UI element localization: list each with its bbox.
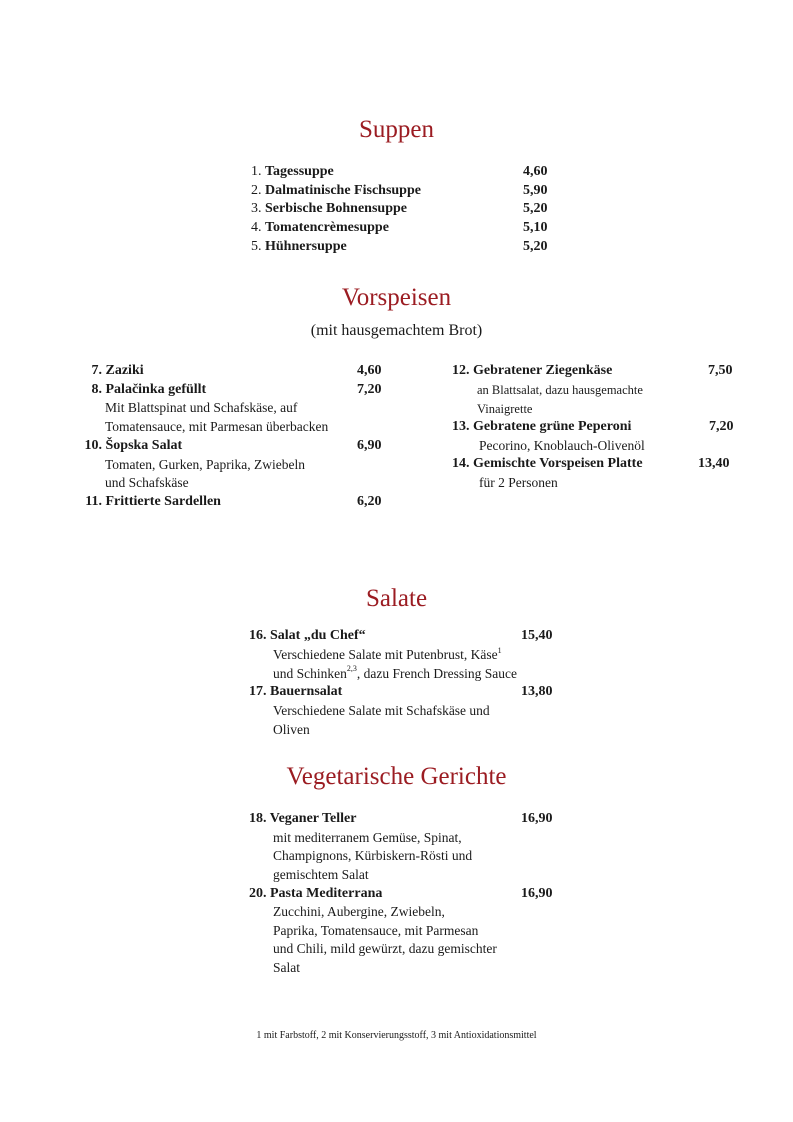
item-price: 6,20	[357, 493, 382, 509]
footnote-marker: 1	[497, 645, 502, 655]
item-name: Gemischte Vorspeisen Platte	[473, 456, 643, 472]
item-price: 4,60	[523, 164, 548, 179]
item-name: Gebratene grüne Peperoni	[473, 419, 632, 434]
item-number: 14.	[452, 456, 470, 472]
item-number: 16.	[249, 628, 267, 643]
item-number: 20.	[249, 885, 267, 901]
item-name: Dalmatinische Fischsuppe	[265, 182, 421, 198]
item-name: Palačinka gefüllt	[105, 381, 207, 397]
description-line: Paprika, Tomatensauce, mit Parmesan	[273, 922, 479, 938]
item-price: 7,20	[709, 419, 734, 434]
item-price: 5,20	[523, 201, 548, 217]
item-price: 5,90	[523, 182, 548, 198]
item-price: 13,80	[521, 684, 553, 699]
description-line	[273, 665, 517, 684]
vegetarisch-heading: Vegetarische Gerichte	[286, 763, 507, 790]
description-line: und Chili, mild gewürzt, dazu gemischter	[273, 941, 497, 957]
item-description	[105, 399, 328, 436]
item-number: 13.	[452, 419, 470, 434]
item-price: 6,90	[357, 437, 382, 453]
item-price: 15,40	[521, 628, 553, 643]
description-line: Vinaigrette	[477, 401, 533, 416]
item-name: Frittierte Sardellen	[105, 493, 221, 509]
item-price: 5,10	[523, 220, 548, 236]
list-item	[452, 418, 631, 436]
description-line: Oliven	[273, 721, 310, 737]
item-name: Hühnersuppe	[265, 238, 347, 254]
description-line: gemischtem Salat	[273, 866, 369, 882]
list-item	[249, 810, 356, 828]
salate-heading: Salate	[365, 585, 428, 612]
item-number: 18.	[249, 811, 267, 826]
item-description	[479, 474, 558, 493]
item-name: Tagessuppe	[265, 164, 334, 179]
item-name: Gebratener Ziegenkäse	[473, 363, 613, 378]
item-name: Tomatencrèmesuppe	[265, 220, 389, 236]
item-description	[273, 702, 490, 739]
item-name: Šopska Salat	[105, 437, 183, 453]
list-item	[251, 200, 407, 218]
list-item	[80, 493, 221, 511]
description-line: an Blattsalat, dazu hausgemachte	[477, 383, 643, 397]
description-text: Verschiedene Salate mit Putenbrust, Käse	[273, 647, 498, 662]
description-line: und Schafskäse	[105, 475, 189, 491]
item-number: 17.	[249, 684, 267, 699]
item-price: 16,90	[521, 811, 553, 826]
item-number: 3.	[251, 201, 262, 217]
list-item	[249, 885, 382, 903]
item-price: 13,40	[698, 456, 730, 472]
vorspeisen-heading: Vorspeisen	[341, 284, 452, 311]
list-item	[452, 362, 612, 380]
description-line	[273, 646, 517, 665]
description-line: Champignons, Kürbiskern-Rösti und	[273, 848, 473, 864]
description-line: Pecorino, Knoblauch-Olivenöl	[479, 437, 645, 453]
vorspeisen-subtitle: (mit hausgemachtem Brot)	[310, 322, 483, 339]
list-item	[249, 683, 342, 701]
item-number: 4.	[251, 220, 262, 236]
suppen-heading: Suppen	[359, 116, 434, 143]
description-line: Zucchini, Aubergine, Zwiebeln,	[273, 904, 445, 919]
list-item	[251, 163, 334, 181]
description-line: Salat	[273, 960, 300, 976]
list-item	[251, 238, 347, 256]
list-item	[249, 627, 366, 645]
item-price: 16,90	[521, 885, 553, 901]
item-name: Salat „du Chef“	[270, 628, 366, 643]
item-name: Veganer Teller	[269, 811, 357, 826]
description-line: für 2 Personen	[479, 475, 558, 491]
footnote: 1 mit Farbstoff, 2 mit Konservierungsstoff, 3 mit Antioxidationsmittel	[256, 1030, 537, 1041]
item-description	[273, 903, 497, 978]
item-price: 4,60	[357, 363, 382, 378]
item-number: 8.	[91, 381, 102, 397]
list-item	[80, 362, 144, 380]
item-name: Bauernsalat	[270, 684, 343, 699]
list-item	[251, 219, 389, 237]
item-number: 5.	[251, 238, 262, 254]
item-price: 5,20	[523, 238, 548, 254]
list-item	[80, 381, 206, 399]
list-item	[452, 455, 643, 473]
item-number: 12.	[452, 363, 470, 378]
item-name: Pasta Mediterrana	[270, 885, 383, 901]
description-line: mit mediterranem Gemüse, Spinat,	[273, 829, 462, 845]
item-number: 11.	[85, 493, 102, 509]
item-price: 7,50	[708, 363, 733, 378]
item-number: 10.	[84, 437, 102, 453]
description-line: Mit Blattspinat und Schafskäse, auf	[105, 400, 298, 416]
description-line: Tomatensauce, mit Parmesan überbacken	[105, 419, 329, 435]
item-description	[273, 646, 517, 683]
list-item	[80, 437, 182, 455]
list-item	[251, 182, 421, 200]
description-text: und Schinken	[273, 665, 347, 681]
footnote-marker: 2,3	[346, 664, 357, 674]
item-number: 1.	[251, 164, 262, 179]
description-line: Tomaten, Gurken, Paprika, Zwiebeln	[105, 456, 305, 472]
item-description	[273, 829, 472, 885]
item-price: 7,20	[357, 381, 382, 397]
item-name: Serbische Bohnensuppe	[265, 201, 407, 217]
item-description	[477, 381, 643, 418]
item-name: Zaziki	[105, 363, 144, 378]
item-description	[479, 437, 645, 456]
description-text: , dazu French Dressing Sauce	[356, 665, 517, 681]
item-number: 2.	[251, 182, 262, 198]
item-description	[105, 456, 305, 493]
description-line: Verschiedene Salate mit Schafskäse und	[273, 703, 490, 718]
item-number: 7.	[91, 363, 102, 378]
